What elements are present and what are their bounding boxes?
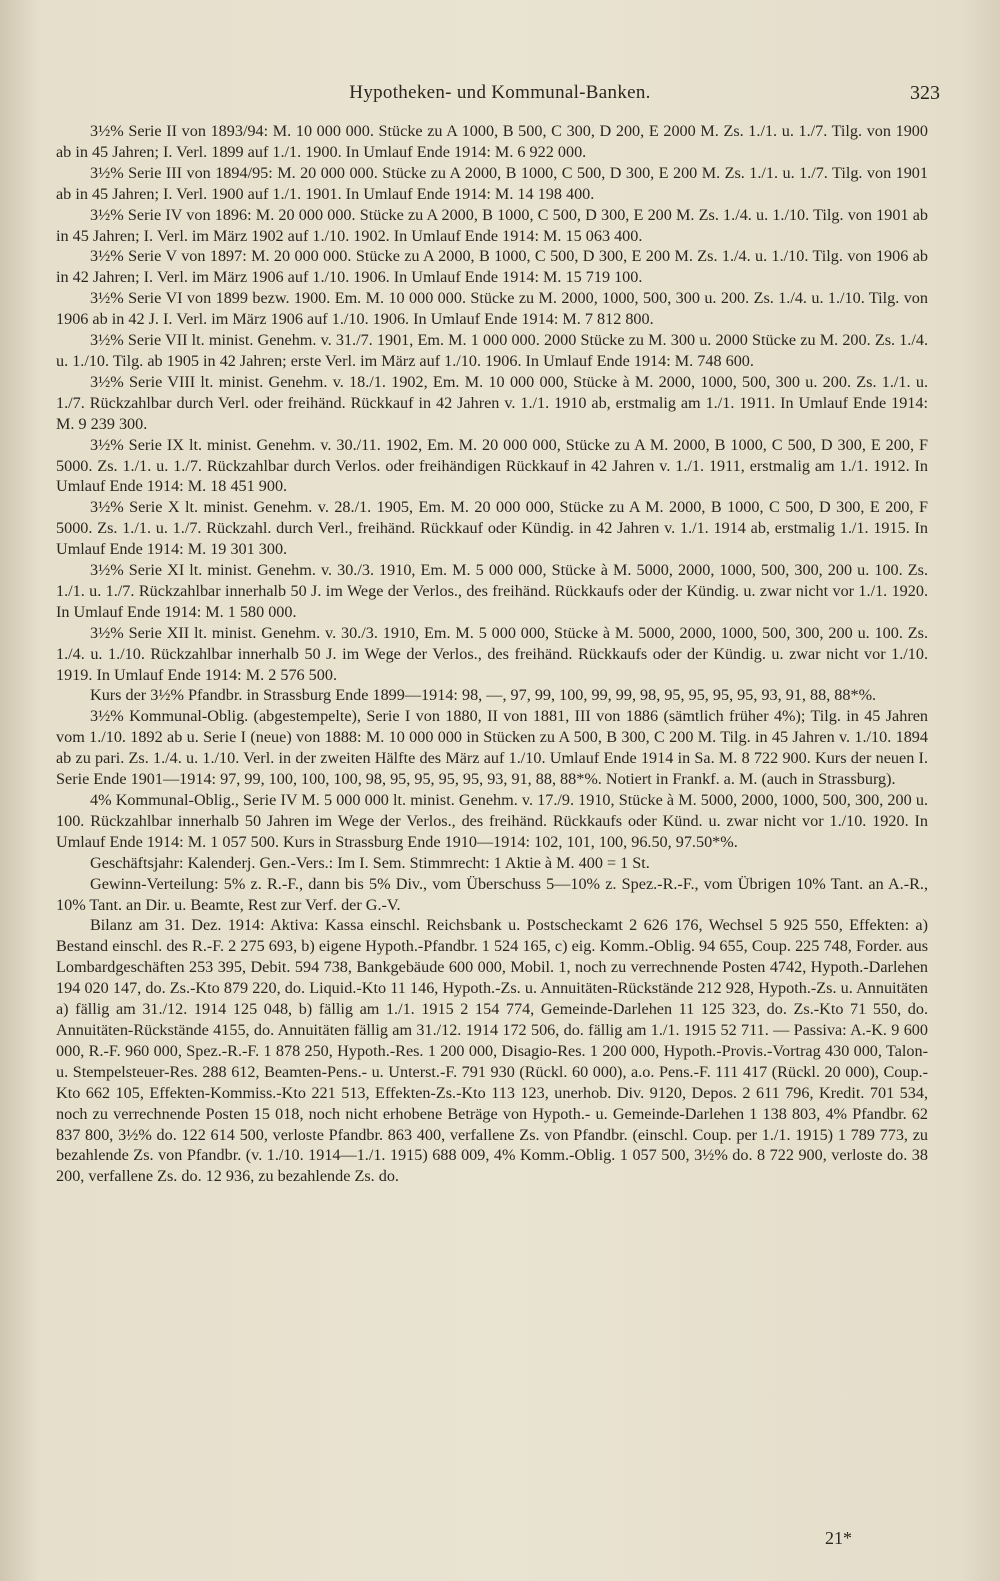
signature-mark: 21* (825, 1528, 852, 1548)
paragraph-kommunal-oblig-3-5: 3½% Kommunal-Oblig. (abgestempelte), Serie I von 1880, II von 1881, III von 1886 (sämtlich früher 4%); Tilg. in 45 Jahren vom 1./10. 1892 ab u. Serie I (neue) von 1888: M. 10 000 000 in Stücken zu A 500, B 300, C 200 M. Tilg. in 45 Jahren v. 1./10. 1894 ab zu pari. Zs. 1./4. u. 1./10. Verl. in der zweiten Hälfte des März auf 1./10. Umlauf Ende 1914 in Sa. M. 8 722 900. Kurs der neuen I. Serie Ende 1901—1914: 97, 99, 100, 100, 100, 98, 95, 95, 95, 95, 93, 91, 88, 88*%. Notiert in Frankf. a. M. (auch in Strassburg). (56, 707, 928, 789)
paragraph-serie-12: 3½% Serie XII lt. minist. Genehm. v. 30./3. 1910, Em. M. 5 000 000, Stücke à M. 5000, 2000, 1000, 500, 300, 200 u. 100. Zs. 1./4. u. 1./10. Rückzahlbar innerhalb 50 J. im Wege der Verlos., des freihänd. Rückkaufs oder der Kündig. u. zwar nicht vor 1./10. 1919. In Umlauf Ende 1914: M. 2 576 500. (56, 623, 928, 684)
paragraph-serie-7: 3½% Serie VII lt. minist. Genehm. v. 31./7. 1901, Em. M. 1 000 000. 2000 Stücke zu M. 300 u. 2000 Stücke zu M. 200. Zs. 1./4. u. 1./10. Tilg. ab 1905 in 42 Jahren; erste Verl. im März auf 1./10. 1906. In Umlauf Ende 1914: M. 748 600. (56, 331, 928, 370)
body-text (56, 121, 928, 1187)
paragraph-serie-3: 3½% Serie III von 1894/95: M. 20 000 000. Stücke zu A 2000, B 1000, C 500, D 300, E 200 M. Zs. 1./1. u. 1./7. Tilg. von 1901 ab in 45 Jahren; I. Verl. 1900 auf 1./1. 1901. In Umlauf Ende 1914: M. 14 198 400. (56, 163, 928, 203)
paragraph-serie-11: 3½% Serie XI lt. minist. Genehm. v. 30./3. 1910, Em. M. 5 000 000, Stücke à M. 5000, 2000, 1000, 500, 300, 200 u. 100. Zs. 1./1. u. 1./7. Rückzahlbar innerhalb 50 J. im Wege der Verlos., des freihänd. Rückkaufs oder der Kündig. u. zwar nicht vor 1./1. 1920. In Umlauf Ende 1914: M. 1 580 000. (56, 561, 928, 621)
page-header (60, 82, 940, 112)
paragraph-geschaeftsjahr: Geschäftsjahr: Kalenderj. Gen.-Vers.: Im I. Sem. Stimmrecht: 1 Aktie à M. 400 = 1 St. (90, 853, 650, 872)
paragraph-serie-5: 3½% Serie V von 1897: M. 20 000 000. Stücke zu A 2000, B 1000, C 500, D 300, E 200 M. Zs. 1./4. u. 1./10. Tilg. von 1906 ab in 42 Jahren; I. Verl. im März 1906 auf 1./10. 1906. In Umlauf Ende 1914: M. 15 719 100. (56, 247, 928, 287)
paragraph-pfandbrief-kurs: Kurs der 3½% Pfandbr. in Strassburg Ende 1899—1914: 98, —, 97, 99, 100, 99, 99, 98, 95, 95, 95, 95, 93, 91, 88, 88*%. (90, 686, 877, 705)
paragraph-bilanz: Bilanz am 31. Dez. 1914: Aktiva: Kassa einschl. Reichsbank u. Postscheckamt 2 626 176, Wechsel 5 925 550, Effekten: a) Bestand einschl. des R.-F. 2 275 693, b) eigene Hypoth.-Pfandbr. 1 524 165, c) eig. Komm.-Oblig. 94 655, Coup. 225 748, Forder. aus Lombardgeschäften 253 395, Debit. 594 738, Bankgebäude 600 000, Mobil. 1, noch zu verrechnende Posten 4742, Hypoth.-Darlehen 194 020 147, do. Zs.-Kto 879 220, do. Liquid.-Kto 11 146, Hypoth.-Zs. u. Annuitäten-Rückstände 212 928, Hypoth.-Zs. u. Annuitäten a) fällig am 31./12. 1914 125 048, b) fällig am 1./1. 1915 2 154 774, Gemeinde-Darlehen 11 125 323, do. Zs.-Kto 71 550, do. Annuitäten-Rückstände 4155, do. Annuitäten fällig am 31./12. 1914 172 506, do. fällig am 1./1. 1915 52 711. — Passiva: A.-K. 9 600 000, R.-F. 960 000, Spez.-R.-F. 1 878 250, Hypoth.-Res. 1 200 000, Disagio-Res. 1 200 000, Hypoth.-Provis.-Vortrag 430 000, Talon- u. Stempelsteuer-Res. 288 612, Beamten-Pens.- u. Unterst.-F. 791 930 (Rückl. 60 000), a.o. Pens.-F. 111 417 (Rückl. 20 000), Coup.-Kto 662 105, Effekten-Kommiss.-Kto 221 513, Effekten-Zs.-Kto 113 123, unerhob. Div. 9120, Depos. 2 611 796, Kredit. 701 534, noch zu verrechnende Posten 15 018, noch nicht erhobene Beträge von Hypoth.- u. Gemeinde-Darlehen 1 138 803, 4% Pfandbr. 62 837 800, 3½% do. 122 614 500, verloste Pfandbr. 863 400, verfallene Zs. von Pfandbr. (einschl. Coup. per 1./1. 1915) 1 789 773, zu bezahlende Zs. von Pfandbr. (v. 1./10. 1914—1./1. 1915) 688 009, 4% Komm.-Oblig. 1 057 500, 3½% do. 8 722 900, verloste do. 38 200, verfallene Zs. do. 12 936, zu bezahlende Zs. do. (56, 916, 928, 1186)
paragraph-serie-4: 3½% Serie IV von 1896: M. 20 000 000. Stücke zu A 2000, B 1000, C 500, D 300, E 200 M. Zs. 1./4. u. 1./10. Tilg. von 1901 ab in 45 Jahren; I. Verl. im März 1902 auf 1./10. 1902. In Umlauf Ende 1914: M. 15 063 400. (56, 205, 928, 245)
paragraph-serie-2: 3½% Serie II von 1893/94: M. 10 000 000. Stücke zu A 1000, B 500, C 300, D 200, E 2000 M. Zs. 1./1. u. 1./7. Tilg. von 1900 ab in 45 Jahren; I. Verl. 1899 auf 1./1. 1900. In Umlauf Ende 1914: M. 6 922 000. (56, 122, 928, 161)
page-number: 323 (910, 82, 940, 104)
paragraph-serie-9: 3½% Serie IX lt. minist. Genehm. v. 30./11. 1902, Em. M. 20 000 000, Stücke zu A M. 2000, B 1000, C 500, D 300, E 200, F 5000. Zs. 1./1. u. 1./7. Rückzahlbar durch Verlos. oder freihändigen Rückkauf in 42 Jahren v. 1./1. 1911, erstmalig am 1./1. 1912. In Umlauf Ende 1914: M. 18 451 900. (56, 435, 928, 496)
paragraph-serie-8: 3½% Serie VIII lt. minist. Genehm. v. 18./1. 1902, Em. M. 10 000 000, Stücke à M. 2000, 1000, 500, 300 u. 200. Zs. 1./1. u. 1./7. Rückzahlbar durch Verl. oder freihänd. Rückkauf in 42 Jahren v. 1./1. 1910 ab, erstmalig am 1./1. 1911. In Umlauf Ende 1914: M. 9 239 300. (56, 372, 928, 433)
paragraph-kommunal-oblig-4: 4% Kommunal-Oblig., Serie IV M. 5 000 000 lt. minist. Genehm. v. 17./9. 1910, Stücke à M. 5000, 2000, 1000, 500, 300, 200 u. 100. Rückzahlbar innerhalb 50 Jahren im Wege der Verlos., des freihänd. Rückkaufs oder Künd. u. zwar nicht vor 1./10. 1920. In Umlauf Ende 1914: M. 1 057 500. Kurs in Strassburg Ende 1910—1914: 102, 101, 100, 96.50, 97.50*%. (56, 791, 928, 851)
paragraph-serie-10: 3½% Serie X lt. minist. Genehm. v. 28./1. 1905, Em. M. 20 000 000, Stücke zu A M. 2000, B 1000, C 500, D 300, E 200, F 5000. Zs. 1./1. u. 1./7. Rückzahl. durch Verl., freihänd. Rückkauf oder Kündig. in 42 Jahren v. 1./1. 1914 ab, erstmalig 1./1. 1915. In Umlauf Ende 1914: M. 19 301 300. (56, 498, 928, 559)
running-title: Hypotheken- und Kommunal-Banken. (349, 82, 651, 103)
paragraph-gewinn-verteilung: Gewinn-Verteilung: 5% z. R.-F., dann bis 5% Div., vom Überschuss 5—10% z. Spez.-R.-F., vom Übrigen 10% Tant. an A.-R., 10% Tant. an Dir. u. Beamte, Rest zur Verf. der G.-V. (56, 874, 928, 914)
paragraph-serie-6: 3½% Serie VI von 1899 bezw. 1900. Em. M. 10 000 000. Stücke zu M. 2000, 1000, 500, 300 u. 200. Zs. 1./4. u. 1./10. Tilg. von 1906 ab in 42 J. I. Verl. im März 1906 auf 1./10. 1906. In Umlauf Ende 1914: M. 7 812 800. (56, 289, 928, 329)
